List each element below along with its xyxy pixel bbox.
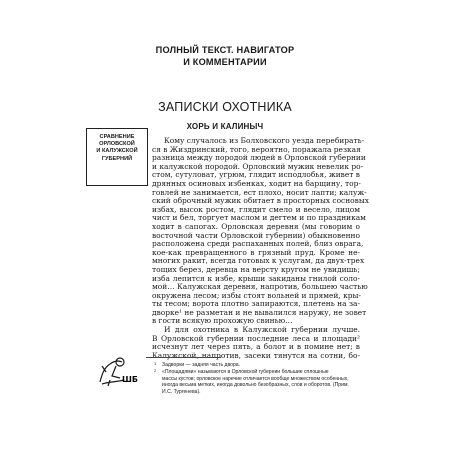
- footnote-line: И.С. Тургенева).: [162, 388, 201, 395]
- footnote: [152, 369, 358, 395]
- body-text-line: мой… Калужская деревня, напротив, большею частью: [152, 282, 368, 292]
- footnote-line: «Площадями» называются в Орловской губернии большие сплошные: [162, 369, 329, 376]
- body-text-line: избах, высок ростом, глядит смело и весело, лицом: [152, 204, 360, 214]
- chapter-title: ХОРЬ И КАЛИНЫЧ: [186, 122, 264, 131]
- sidebar-note-line: ОРЛОВСКОЙ: [99, 141, 135, 148]
- sidebar-note-box: [86, 128, 148, 186]
- series-title: [150, 44, 300, 68]
- series-title-line: ПОЛНЫЙ ТЕКСТ. НАВИГАТОР: [155, 45, 295, 55]
- body-text-line: стом, сутуловат, угрюм, глядит исподлобья, живет в: [152, 170, 360, 180]
- body-text-line: Калужской, напротив, засеки тянутся на сотни, бо-: [152, 350, 360, 360]
- footnote-number: 2: [154, 368, 157, 374]
- body-text-line: разница между породой людей в Орловской губернии: [152, 153, 366, 163]
- body-text-line: исчезнут лет через пять, а болот и в помине нет; в: [152, 342, 360, 352]
- body-text-line: восточной части Орловской губернии) обыкновенно: [152, 230, 360, 240]
- body-text-line: дрянных осиновых избенках, ходит на барщину, тор-: [152, 178, 361, 188]
- sidebar-note-line: СРАВНЕНИЕ: [99, 134, 135, 140]
- body-text-line: расположена среди распаханных полей, близ оврага,: [152, 239, 364, 249]
- book-title: ЗАПИСКИ ОХОТНИКА: [158, 100, 292, 114]
- series-title-line: И КОММЕНТАРИИ: [183, 57, 267, 67]
- sidebar-note-line: ГУБЕРНИЙ: [101, 155, 133, 162]
- body-text-line: ся в Жиздринский, того, вероятно, поражала резкая: [152, 144, 361, 154]
- body-text-line: Кому случалось из Болховского уезда перебирать-: [164, 136, 365, 145]
- sidebar-note-line: И КАЛУЖСКОЙ: [96, 148, 138, 155]
- publisher-logo-text: ШБ: [122, 375, 138, 384]
- publisher-logo-icon: [96, 352, 136, 388]
- body-text: [152, 136, 369, 360]
- body-text-line: ходит в сапогах. Орловская деревня (мы говорим о: [152, 221, 360, 231]
- footnotes: [152, 362, 358, 395]
- footnote-line: иногда весьма метких, иногда довольно безобразных, слов и оборотов. (Прим.: [162, 382, 349, 389]
- body-text-line: говлей не занимается, ест плохо, носит лапти; калуж-: [152, 187, 367, 197]
- footnote: [152, 362, 358, 368]
- body-text-line: тощих берез, деревца на версту кругом не увидишь;: [152, 264, 360, 274]
- footnote-line: Задворки — задняя часть двора.: [162, 362, 241, 368]
- body-text-line: И для охотника в Калужской губернии лучше.: [164, 325, 360, 335]
- body-text-line: чист и бел, торгует маслом и дегтем и по праздникам: [152, 213, 366, 223]
- footnote-divider: [146, 357, 221, 358]
- body-text-line: дворке¹ не разметан и не вывалился наружу, не зовет: [152, 307, 367, 317]
- body-text-line: многих ракит, всегда готовых к услугам, да двух-трех: [152, 256, 365, 266]
- body-text-line: В Орловской губернии последние леса и площади²: [152, 333, 360, 343]
- body-text-line: кое-как превращенного в грязный пруд. Кроме не-: [152, 247, 360, 257]
- body-text-line: изба лепится к избе, крыши закиданы гнилой соло-: [152, 273, 360, 283]
- body-text-line: в гости всякую прохожую свинью…: [152, 316, 293, 326]
- body-text-line: ский оброчный мужик обитает в просторных сосновых: [152, 196, 369, 206]
- footnote-line: массы кустов; орловское наречие отличается вообще множеством особенных,: [162, 375, 349, 382]
- body-text-line: и калужской породой. Орловский мужик невелик ро-: [152, 161, 364, 171]
- footnote-number: 1: [154, 361, 157, 366]
- body-text-line: окружена лесом; избы стоят вольней и прямей, кры-: [152, 290, 361, 300]
- body-text-line: ты тесом; ворота плотно запираются, плетень на за-: [152, 299, 360, 309]
